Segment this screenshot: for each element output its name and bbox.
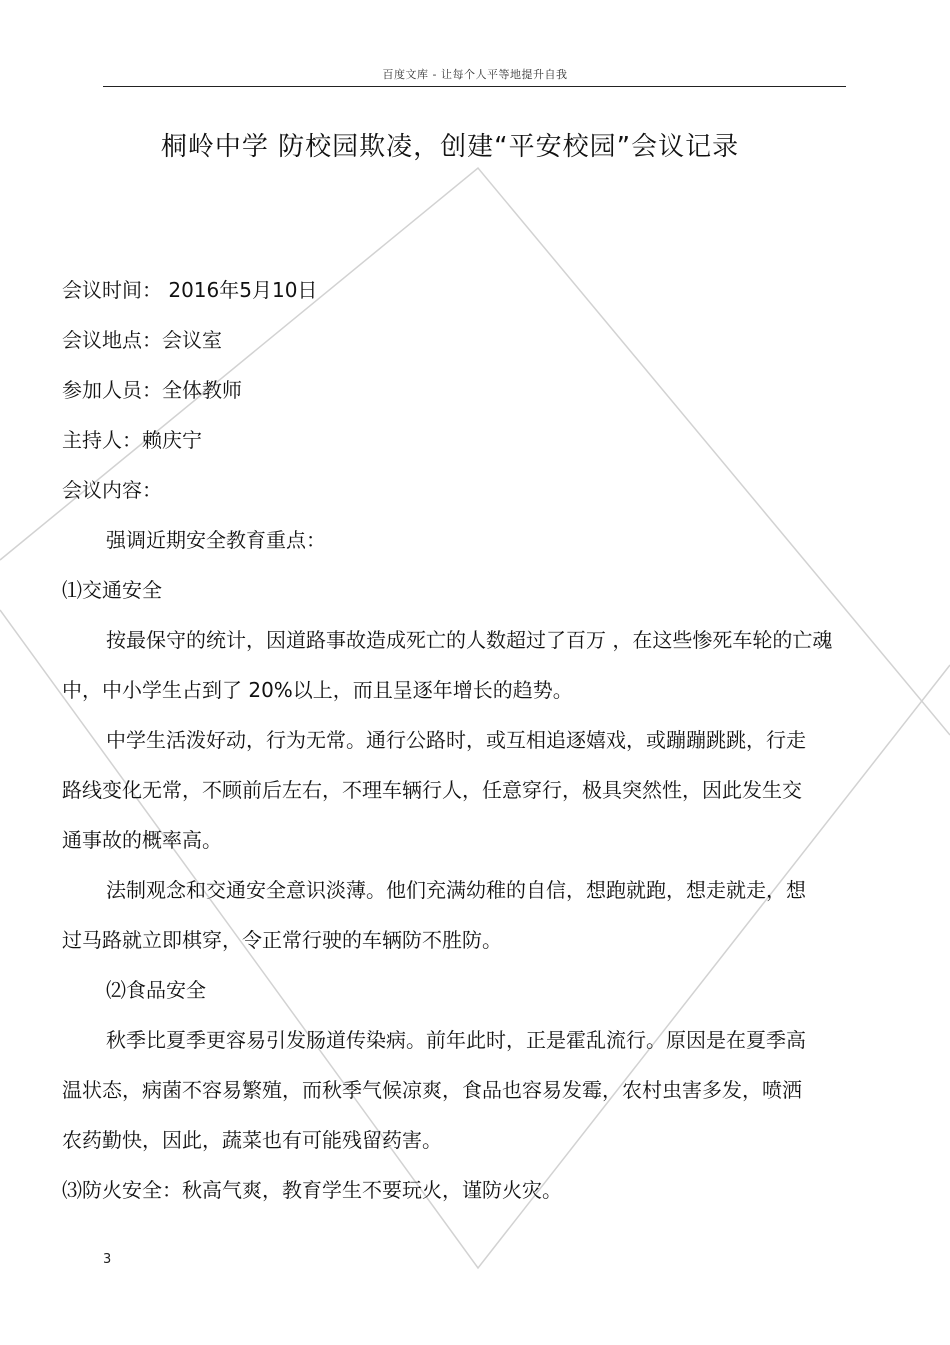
meeting-time: 会议时间： 2016年5月10日 [62,278,318,302]
traffic-paragraph-2-line-3: 通事故的概率高。 [62,828,222,852]
meeting-place: 会议地点：会议室 [62,328,222,352]
meeting-attendees: 参加人员：全体教师 [62,378,242,402]
traffic-paragraph-3-line-1: 法制观念和交通安全意识淡薄。他们充满幼稚的自信，想跑就跑，想走就走，想 [106,878,806,902]
fire-safety-line: ⑶防火安全：秋高气爽，教育学生不要玩火，谨防火灾。 [62,1178,562,1202]
traffic-paragraph-3-line-2: 过马路就立即棋穿，令正常行驶的车辆防不胜防。 [62,928,502,952]
traffic-paragraph-2-line-1: 中学生活泼好动，行为无常。通行公路时，或互相追逐嬉戏，或蹦蹦跳跳，行走 [106,728,806,752]
traffic-paragraph-2-line-2: 路线变化无常，不顾前后左右，不理车辆行人，任意穿行，极具突然性，因此发生交 [62,778,802,802]
food-paragraph-line-1: 秋季比夏季更容易引发肠道传染病。前年此时，正是霍乱流行。原因是在夏季高 [106,1028,806,1052]
food-paragraph-line-2: 温状态，病菌不容易繁殖，而秋季气候凉爽，食品也容易发霉，农村虫害多发，喷洒 [62,1078,802,1102]
page-header-text: 百度文库 - 让每个人平等地提升自我 [382,68,568,81]
traffic-paragraph-1-line-2: 中，中小学生占到了 20%以上，而且呈逐年增长的趋势。 [62,678,573,702]
header-divider [103,86,846,87]
traffic-paragraph-1-line-1: 按最保守的统计，因道路事故造成死亡的人数超过了百万 ，在这些惨死车轮的亡魂 [106,628,833,652]
page-number: 3 [103,1252,112,1267]
safety-intro: 强调近期安全教育重点： [106,528,326,552]
document-title: 桐岭中学 防校园欺凌，创建“平安校园”会议记录 [160,132,740,162]
food-heading: ⑵食品安全 [106,978,206,1002]
meeting-content-label: 会议内容： [62,478,162,502]
meeting-host: 主持人：赖庆宁 [62,428,202,452]
traffic-heading: ⑴交通安全 [62,578,162,602]
food-paragraph-line-3: 农药勤快，因此，蔬菜也有可能残留药害。 [62,1128,442,1152]
